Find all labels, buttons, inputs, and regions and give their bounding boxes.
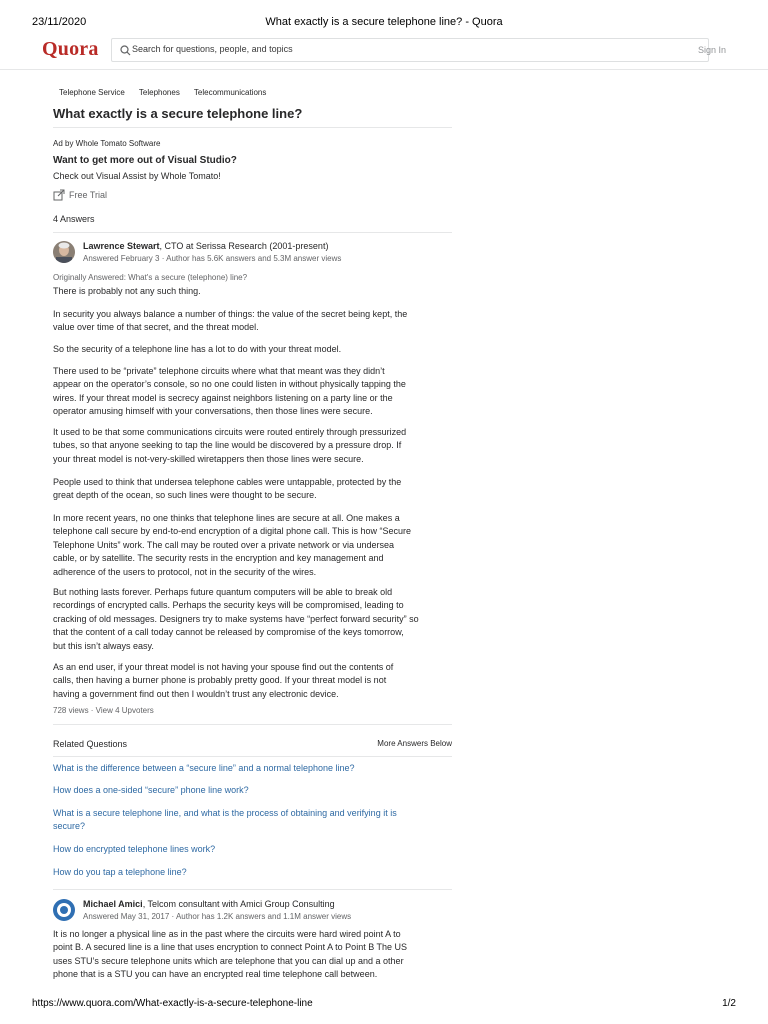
- free-trial-label: Free Trial: [69, 190, 108, 200]
- author-credential: , CTO at Serissa Research (2001-present): [159, 241, 329, 251]
- answer-author: [53, 899, 453, 923]
- print-page-title: What exactly is a secure telephone line? - Quora: [265, 16, 503, 28]
- related-question-link[interactable]: How does a one-sided “secure” phone line work?: [53, 785, 249, 795]
- originally-answered: Originally Answered: What's a secure (telephone) line?: [53, 273, 248, 282]
- divider: [53, 756, 452, 757]
- answer-author: [53, 241, 453, 265]
- related-question-link[interactable]: What is the difference between a “secure line” and a normal telephone line?: [53, 763, 355, 773]
- author-name[interactable]: Michael Amici: [83, 899, 143, 909]
- related-question-link[interactable]: How do encrypted telephone lines work?: [53, 844, 216, 854]
- author-credential: , Telcom consultant with Amici Group Consulting: [142, 899, 335, 909]
- top-bar: [40, 38, 728, 64]
- ad-label: Ad by Whole Tomato Software: [53, 139, 161, 148]
- free-trial-link[interactable]: [53, 189, 107, 201]
- answer-paragraph: So the security of a telephone line has a lot to do with your threat model.: [53, 344, 342, 354]
- answer-stats[interactable]: 728 views · View 4 Upvoters: [53, 706, 154, 715]
- answer-paragraph: People used to think that undersea telephone cables were untappable, protected by the great depth of the ocean, so such lines were thought to be secure.: [53, 477, 402, 501]
- print-header: [32, 16, 736, 30]
- topic-link[interactable]: Telephones: [138, 88, 180, 97]
- answer-paragraph: As an end user, if your threat model is not having your spouse find out the contents of calls, then having a burner phone is probably pretty good. If your threat model is not having a government find out then I wouldn’t trust any electronic device.: [53, 662, 394, 699]
- divider: [53, 127, 452, 128]
- divider: [53, 889, 452, 890]
- avatar-photo: [53, 899, 75, 921]
- search-placeholder: Search for questions, people, and topics: [132, 44, 293, 54]
- answer-paragraph: In security you always balance a number of things: the value of the secret being kept, the value over time of that secret, and the threat model.: [53, 309, 408, 333]
- search-icon: [119, 44, 132, 57]
- more-answers-below: More Answers Below: [377, 739, 452, 748]
- search-input[interactable]: [111, 38, 709, 62]
- question-title: What exactly is a secure telephone line?: [53, 106, 303, 121]
- header-divider: [0, 69, 768, 70]
- answers-count: 4 Answers: [53, 214, 95, 224]
- divider: [53, 232, 452, 233]
- topic-link[interactable]: Telecommunications: [193, 88, 267, 97]
- avatar[interactable]: [53, 899, 75, 921]
- answer-paragraph: There is probably not any such thing.: [53, 286, 201, 296]
- answer-paragraph: It used to be that some communications circuits were routed entirely through pressurized tubes, so that anyone seeking to tap the line would be discovered by a pressure drop. If your threat model is not-very-skilled wiretappers then those lines were secure.: [53, 427, 407, 464]
- answer-paragraph: But nothing lasts forever. Perhaps future quantum computers will be able to break old recordings of encrypted calls. Perhaps the security keys will be compromised, leading to cracking of old messages. Designers try to make systems have “perfect forward security” so that the content of a call today cannot be released by compromise of the keys tomorrow, but this isn’t always easy.: [53, 587, 419, 651]
- sign-in-link[interactable]: Sign In: [697, 45, 726, 55]
- answer-paragraph: It is no longer a physical line as in the past where the circuits were hard wired point A to point B. A secured line is a line that uses encryption to connect Point A to Point B The US uses STU’s secure telephone units which are telephone that you can dial up and a other phone that is a STU you can have an encrypted real time telephone call between.: [53, 929, 408, 980]
- related-question-link[interactable]: What is a secure telephone line, and what is the process of obtaining and verifying it is secure?: [53, 808, 397, 831]
- quora-logo[interactable]: Quora: [42, 38, 99, 60]
- answer-paragraph: There used to be “private” telephone circuits where what that meant was they didn’t appear on the operator’s console, so no one could listen in without physically tapping the wires. If your threat model is secrecy against neighbors listening on a party line or the operator amusing himself with your conversations, then those lines were secure.: [53, 366, 406, 417]
- print-url: https://www.quora.com/What-exactly-is-a-secure-telephone-line: [32, 998, 313, 1009]
- related-question-link[interactable]: How do you tap a telephone line?: [53, 867, 187, 877]
- answer-meta: Answered February 3 · Author has 5.6K answers and 5.3M answer views: [83, 254, 342, 263]
- avatar[interactable]: [53, 241, 75, 263]
- avatar-photo: [53, 241, 75, 263]
- author-line: [83, 241, 328, 251]
- related-questions-heading: Related Questions: [53, 739, 128, 749]
- author-line: [83, 899, 335, 909]
- topic-link[interactable]: Telephone Service: [59, 88, 125, 97]
- print-footer: [32, 998, 736, 1012]
- ad-title[interactable]: Want to get more out of Visual Studio?: [53, 155, 237, 166]
- answer-meta: Answered May 31, 2017 · Author has 1.2K answers and 1.1M answer views: [83, 912, 352, 921]
- external-link-icon: [53, 189, 65, 201]
- author-name[interactable]: Lawrence Stewart: [83, 241, 160, 251]
- ad-body: Check out Visual Assist by Whole Tomato!: [53, 171, 221, 181]
- topic-list: [59, 88, 278, 97]
- divider: [53, 724, 452, 725]
- print-page-number: 1/2: [722, 998, 736, 1009]
- print-date: 23/11/2020: [32, 16, 87, 28]
- answer-paragraph: In more recent years, no one thinks that telephone lines are secure at all. One makes a telephone call secure by end-to-end encryption of a digital phone call. This is how “Secure Telephone Units” work. The call may be routed over a private network or via undersea cable, or by satellite. The security rests in the encryption and key management and adherence of the users to protocol, not in the security of the wires.: [53, 513, 412, 577]
